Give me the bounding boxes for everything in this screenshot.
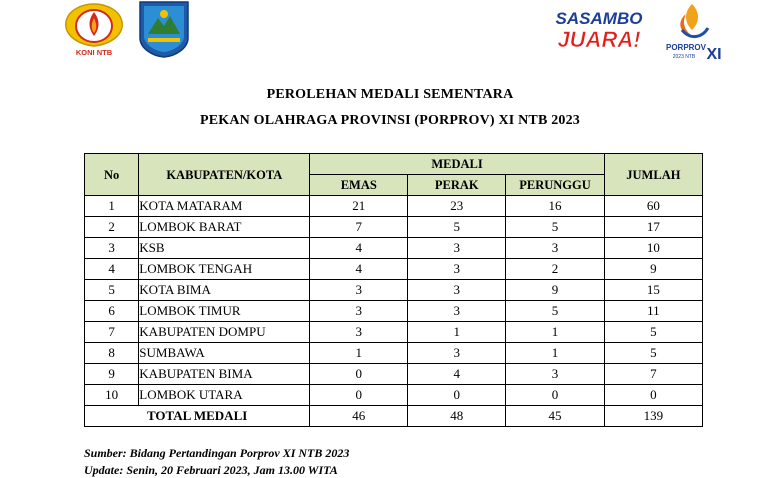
ntb-province-emblem	[136, 0, 192, 58]
cell-perunggu: 9	[506, 280, 605, 301]
cell-no: 6	[85, 301, 139, 322]
table-row	[85, 280, 703, 301]
cell-emas: 0	[310, 385, 408, 406]
table-row	[85, 259, 703, 280]
cell-no: 3	[85, 238, 139, 259]
sasambo-text: SASAMBO	[555, 9, 643, 28]
cell-name: LOMBOK TENGAH	[139, 259, 310, 280]
header-perunggu: PERUNGGU	[506, 175, 605, 196]
cell-perak: 3	[408, 343, 506, 364]
cell-perak: 3	[408, 259, 506, 280]
table-row	[85, 196, 703, 217]
total-jumlah: 139	[604, 406, 702, 427]
table-row	[85, 364, 703, 385]
cell-jumlah: 7	[604, 364, 702, 385]
table-row	[85, 301, 703, 322]
cell-jumlah: 0	[604, 385, 702, 406]
total-perunggu: 45	[506, 406, 605, 427]
table-row	[85, 322, 703, 343]
cell-perunggu: 1	[506, 322, 605, 343]
cell-emas: 0	[310, 364, 408, 385]
cell-perak: 23	[408, 196, 506, 217]
cell-perunggu: 2	[506, 259, 605, 280]
cell-emas: 3	[310, 280, 408, 301]
porprov-sub-text: 2023 NTB	[672, 54, 696, 60]
header-jumlah: JUMLAH	[604, 154, 702, 196]
cell-jumlah: 9	[604, 259, 702, 280]
cell-jumlah: 5	[604, 322, 702, 343]
cell-perunggu: 3	[506, 364, 605, 385]
cell-name: KABUPATEN DOMPU	[139, 322, 310, 343]
cell-emas: 1	[310, 343, 408, 364]
cell-no: 8	[85, 343, 139, 364]
cell-no: 4	[85, 259, 139, 280]
table-row	[85, 217, 703, 238]
header-perak: PERAK	[408, 175, 506, 196]
cell-name: LOMBOK BARAT	[139, 217, 310, 238]
cell-perak: 4	[408, 364, 506, 385]
cell-no: 9	[85, 364, 139, 385]
total-perak: 48	[408, 406, 506, 427]
cell-perunggu: 5	[506, 301, 605, 322]
cell-no: 7	[85, 322, 139, 343]
cell-perak: 3	[408, 238, 506, 259]
cell-name: KOTA BIMA	[139, 280, 310, 301]
cell-perak: 1	[408, 322, 506, 343]
cell-name: KSB	[139, 238, 310, 259]
cell-emas: 7	[310, 217, 408, 238]
cell-jumlah: 17	[604, 217, 702, 238]
cell-jumlah: 5	[604, 343, 702, 364]
cell-no: 1	[85, 196, 139, 217]
cell-perak: 5	[408, 217, 506, 238]
cell-no: 2	[85, 217, 139, 238]
page-subtitle: PEKAN OLAHRAGA PROVINSI (PORPROV) XI NTB 2023	[199, 113, 580, 128]
header-no: No	[85, 154, 139, 196]
porprov-xi-logo	[662, 0, 724, 64]
cell-no: 5	[85, 280, 139, 301]
cell-no: 10	[85, 385, 139, 406]
total-emas: 46	[310, 406, 408, 427]
cell-name: LOMBOK TIMUR	[139, 301, 310, 322]
medal-table	[84, 153, 703, 427]
table-row	[85, 343, 703, 364]
cell-emas: 21	[310, 196, 408, 217]
sasambo-juara-logo	[550, 4, 648, 54]
cell-name: KOTA MATARAM	[139, 196, 310, 217]
total-label: TOTAL MEDALI	[85, 406, 310, 427]
cell-jumlah: 60	[604, 196, 702, 217]
source-note: Sumber: Bidang Pertandingan Porprov XI NTB 2023	[84, 446, 350, 460]
page-title: PEROLEHAN MEDALI SEMENTARA	[266, 87, 514, 102]
cell-jumlah: 15	[604, 280, 702, 301]
total-row	[85, 406, 703, 427]
cell-perunggu: 3	[506, 238, 605, 259]
cell-perunggu: 1	[506, 343, 605, 364]
cell-perunggu: 16	[506, 196, 605, 217]
header-emas: EMAS	[310, 175, 408, 196]
table-row	[85, 238, 703, 259]
porprov-text: PORPROV	[665, 43, 707, 52]
update-note: Update: Senin, 20 Februari 2023, Jam 13.00 WITA	[84, 463, 338, 477]
cell-jumlah: 10	[604, 238, 702, 259]
cell-emas: 3	[310, 301, 408, 322]
cell-emas: 4	[310, 238, 408, 259]
cell-emas: 3	[310, 322, 408, 343]
cell-name: LOMBOK UTARA	[139, 385, 310, 406]
porprov-roman-text: XI	[706, 46, 722, 63]
cell-perunggu: 5	[506, 217, 605, 238]
cell-name: SUMBAWA	[139, 343, 310, 364]
header-kabupaten: KABUPATEN/KOTA	[139, 154, 310, 196]
cell-perak: 0	[408, 385, 506, 406]
koni-label: KONI NTB	[75, 48, 113, 57]
header-medali: MEDALI	[310, 154, 604, 175]
cell-emas: 4	[310, 259, 408, 280]
koni-ntb-logo	[58, 0, 130, 58]
cell-perak: 3	[408, 301, 506, 322]
cell-name: KABUPATEN BIMA	[139, 364, 310, 385]
cell-perunggu: 0	[506, 385, 605, 406]
cell-jumlah: 11	[604, 301, 702, 322]
juara-text: JUARA!	[557, 27, 641, 52]
cell-perak: 3	[408, 280, 506, 301]
header-row	[85, 154, 703, 175]
table-row	[85, 385, 703, 406]
